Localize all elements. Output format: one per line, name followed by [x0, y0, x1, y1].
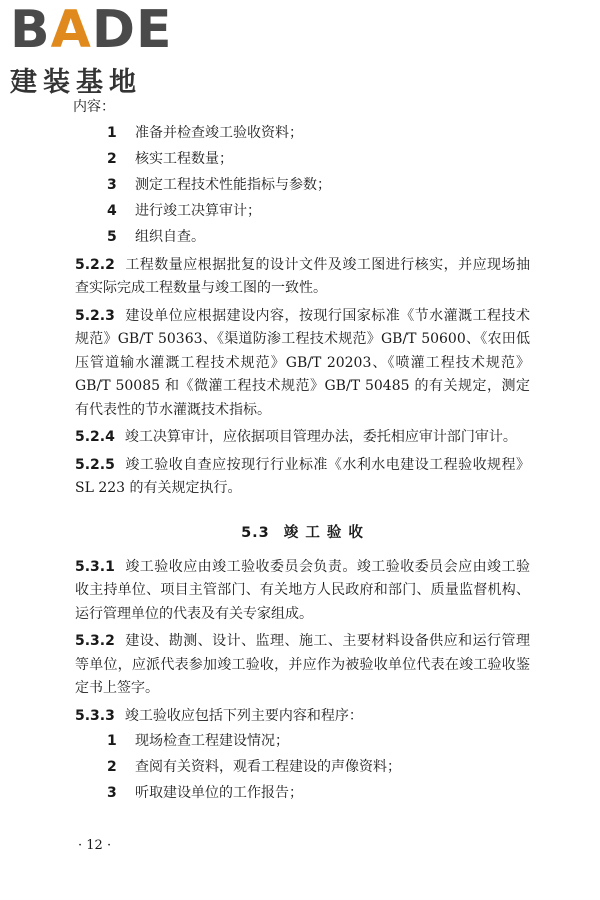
page-number: · 12 ·: [78, 838, 112, 853]
list-item-text: 测定工程技术性能指标与参数；: [135, 176, 331, 193]
clause-text: 竣工决算审计，应依据项目管理办法，委托相应审计部门审计。: [124, 429, 517, 445]
clause-number: 5.2.2: [75, 256, 115, 273]
clause-number: 5.2.4: [75, 429, 115, 445]
logo-letters-post: DE: [91, 0, 173, 60]
list-item: [75, 198, 530, 224]
clause-text: 建设、勘测、设计、监理、施工、主要材料设备供应和运行管理等单位，应派代表参加竣工验收，并应作为被验收单位代表在竣工验收鉴定书上签字。: [75, 633, 530, 696]
list-item: [75, 172, 530, 198]
list-item: [75, 728, 530, 754]
list-item: [75, 780, 530, 806]
bade-logo: [10, 2, 173, 99]
list-item-text: 准备并检查竣工验收资料；: [135, 124, 303, 141]
list-acceptance-procedure: [75, 728, 530, 806]
list-item: [75, 754, 530, 780]
list-item-text: 听取建设单位的工作报告；: [135, 785, 303, 801]
list-item-text: 现场检查工程建设情况；: [135, 733, 289, 749]
list-item-text: 进行竣工决算审计；: [135, 202, 261, 219]
list-item-number: 1: [107, 124, 117, 141]
clause-number: 5.3.1: [75, 558, 115, 575]
clause-text: 建设单位应根据建设内容，按现行国家标准《节水灌溉工程技术规范》GB/T 50363、《渠道防渗工程技术规范》GB/T 50600、《农田低压管道输水灌溉工程技术规范》GB/T 20203、《喷灌工程技术规范》GB/T 50085 和《微灌工程技术规范》GB/T 50485 的有关规定，测定有代表性的节水灌溉技术指标。: [75, 307, 530, 418]
logo-subtitle: 建装基地: [10, 67, 142, 98]
logo-letters-pre: B: [10, 0, 51, 60]
clause-text: 竣工验收自查应按现行行业标准《水利水电建设工程验收规程》SL 223 的有关规定执行。: [75, 456, 530, 496]
list-item-number: 5: [107, 228, 117, 245]
clause-text: 竣工验收应由竣工验收委员会负责。竣工验收委员会应由竣工验收主持单位、项目主管部门、有关地方人民政府和部门、质量监督机构、运行管理单位的代表及有关专家组成。: [75, 558, 530, 622]
list-item-number: 2: [107, 150, 117, 167]
list-item-number: 1: [107, 733, 117, 749]
list-item-text: 核实工程数量；: [135, 150, 233, 167]
clause-5-3-3: [75, 705, 530, 729]
clause-text: 工程数量应根据批复的设计文件及竣工图进行核实，并应现场抽查实际完成工程数量与竣工图的一致性。: [75, 256, 530, 296]
list-item: [75, 146, 530, 172]
clause-5-3-1: [75, 556, 530, 627]
intro-text: 内容：: [73, 99, 115, 115]
list-item-number: 3: [107, 176, 117, 193]
list-item: [75, 224, 530, 250]
clause-5-2-3: [75, 305, 530, 423]
section-title-text: 竣 工 验 收: [283, 524, 364, 541]
clause-number: 5.2.3: [75, 307, 115, 324]
clause-text: 竣工验收应包括下列主要内容和程序：: [124, 707, 363, 724]
list-item-text: 组织自查。: [135, 228, 205, 245]
clause-5-2-2: [75, 254, 530, 301]
section-heading: [75, 521, 530, 542]
clause-number: 5.3.2: [75, 633, 115, 649]
clause-number: 5.2.5: [75, 456, 115, 473]
section-number: 5.3: [241, 524, 270, 541]
list-item: [75, 120, 530, 146]
logo-wordmark: [10, 2, 173, 58]
clause-5-3-2: [75, 630, 530, 701]
clause-5-2-4: [75, 426, 530, 450]
clause-number: 5.3.3: [75, 707, 115, 724]
document-body: [75, 96, 530, 806]
list-contents: [75, 120, 530, 250]
logo-letter-accent: A: [50, 0, 92, 60]
clause-5-2-5: [75, 454, 530, 501]
list-item-number: 4: [107, 202, 117, 219]
list-item-number: 3: [107, 785, 117, 801]
list-item-text: 查阅有关资料，观看工程建设的声像资料；: [135, 759, 401, 775]
list-item-number: 2: [107, 759, 117, 775]
